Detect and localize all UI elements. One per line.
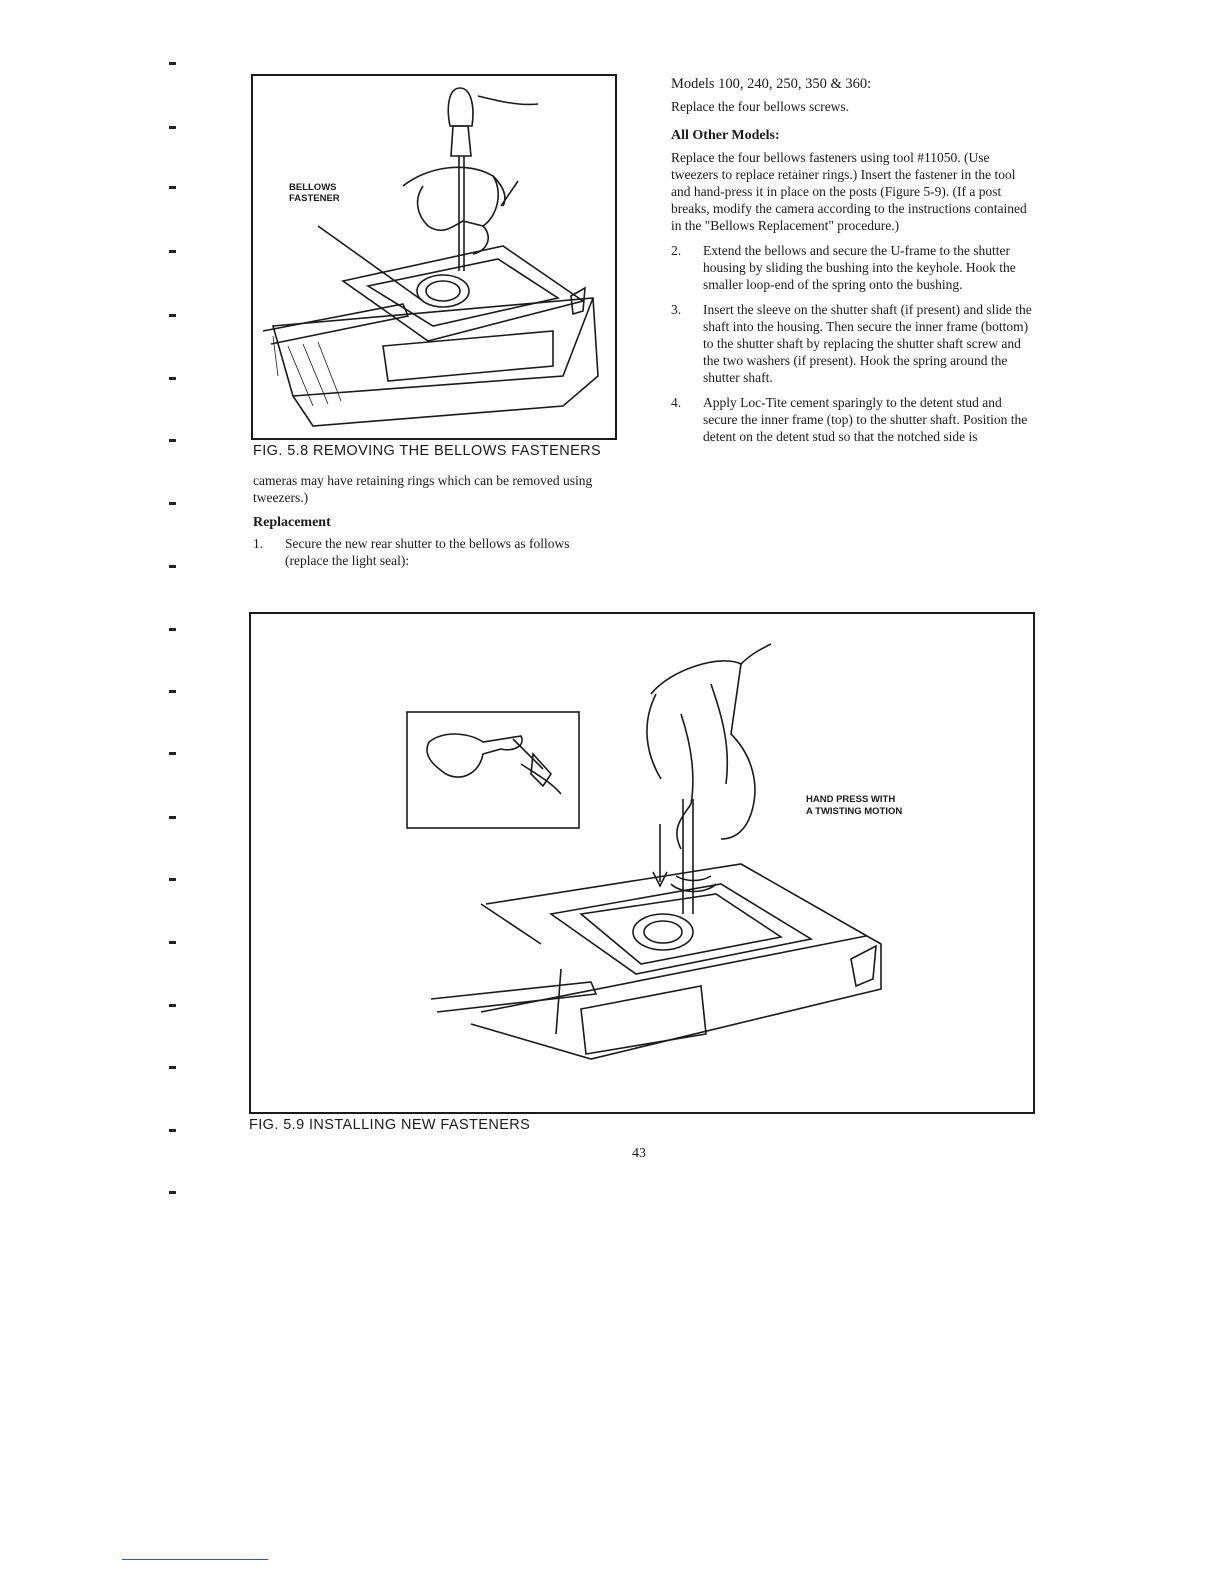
other-models-heading: All Other Models: [671,128,780,143]
bellows-label-line2: FASTENER [289,193,340,204]
models-text: Replace the four bellows screws. [671,99,850,114]
step-number: 1. [253,536,264,551]
other-models-text: Replace the four bellows fasteners using tool #11050. (Use tweezers to replace retainer rings.) Insert the fastener in the tool and hand-press it in place on the posts (Figure 5-9). (If a post breaks, modify the camera according to the instructions contained in the "Bellows Replacement" procedure.) [671,150,1027,233]
figure-5-9 [249,612,1035,1114]
step-4 [671,394,1036,445]
hand-press-label-line1: HAND PRESS WITH [806,794,896,805]
hand-press-label-line2: A TWISTING MOTION [806,806,903,817]
figure-5-9-caption: FIG. 5.9 INSTALLING NEW FASTENERS [249,1117,531,1133]
step-number: 4. [671,395,682,410]
step-number: 2. [671,243,682,258]
step-text: Secure the new rear shutter to the bellows as follows (replace the light seal): [285,536,570,568]
figure-5-8 [251,74,617,440]
bellows-removal-illustration [253,76,615,438]
fastener-install-illustration [251,614,1033,1112]
left-column [253,472,603,569]
step-text: Apply Loc-Tite cement sparingly to the detent stud and secure the inner frame (top) to the shutter shaft. Position the detent on the detent stud so that the notched side is [703,395,1028,444]
step-2 [671,242,1036,293]
right-column [671,76,1036,445]
step-1 [253,535,603,569]
step-number: 3. [671,302,682,317]
bellows-label-line1: BELLOWS [289,182,337,193]
replacement-heading: Replacement [253,515,331,530]
models-heading: Models 100, 240, 250, 350 & 360: [671,76,872,92]
continuation-text: cameras may have retaining rings which can be removed using tweezers.) [253,473,593,505]
figure-5-8-caption: FIG. 5.8 REMOVING THE BELLOWS FASTENERS [253,443,602,459]
step-text: Insert the sleeve on the shutter shaft (if present) and slide the shaft into the housing. Then secure the inner frame (bottom) to the shutter shaft by replacing the shutter shaft screw and the two washers (if present). Hook the spring around the shutter shaft. [703,302,1032,385]
page-number: 43 [632,1146,646,1161]
step-text: Extend the bellows and secure the U-frame to the shutter housing by sliding the bushing into the keyhole. Hook the smaller loop-end of the spring onto the bushing. [703,243,1016,292]
footer-rule [122,1559,268,1560]
step-3 [671,301,1036,386]
